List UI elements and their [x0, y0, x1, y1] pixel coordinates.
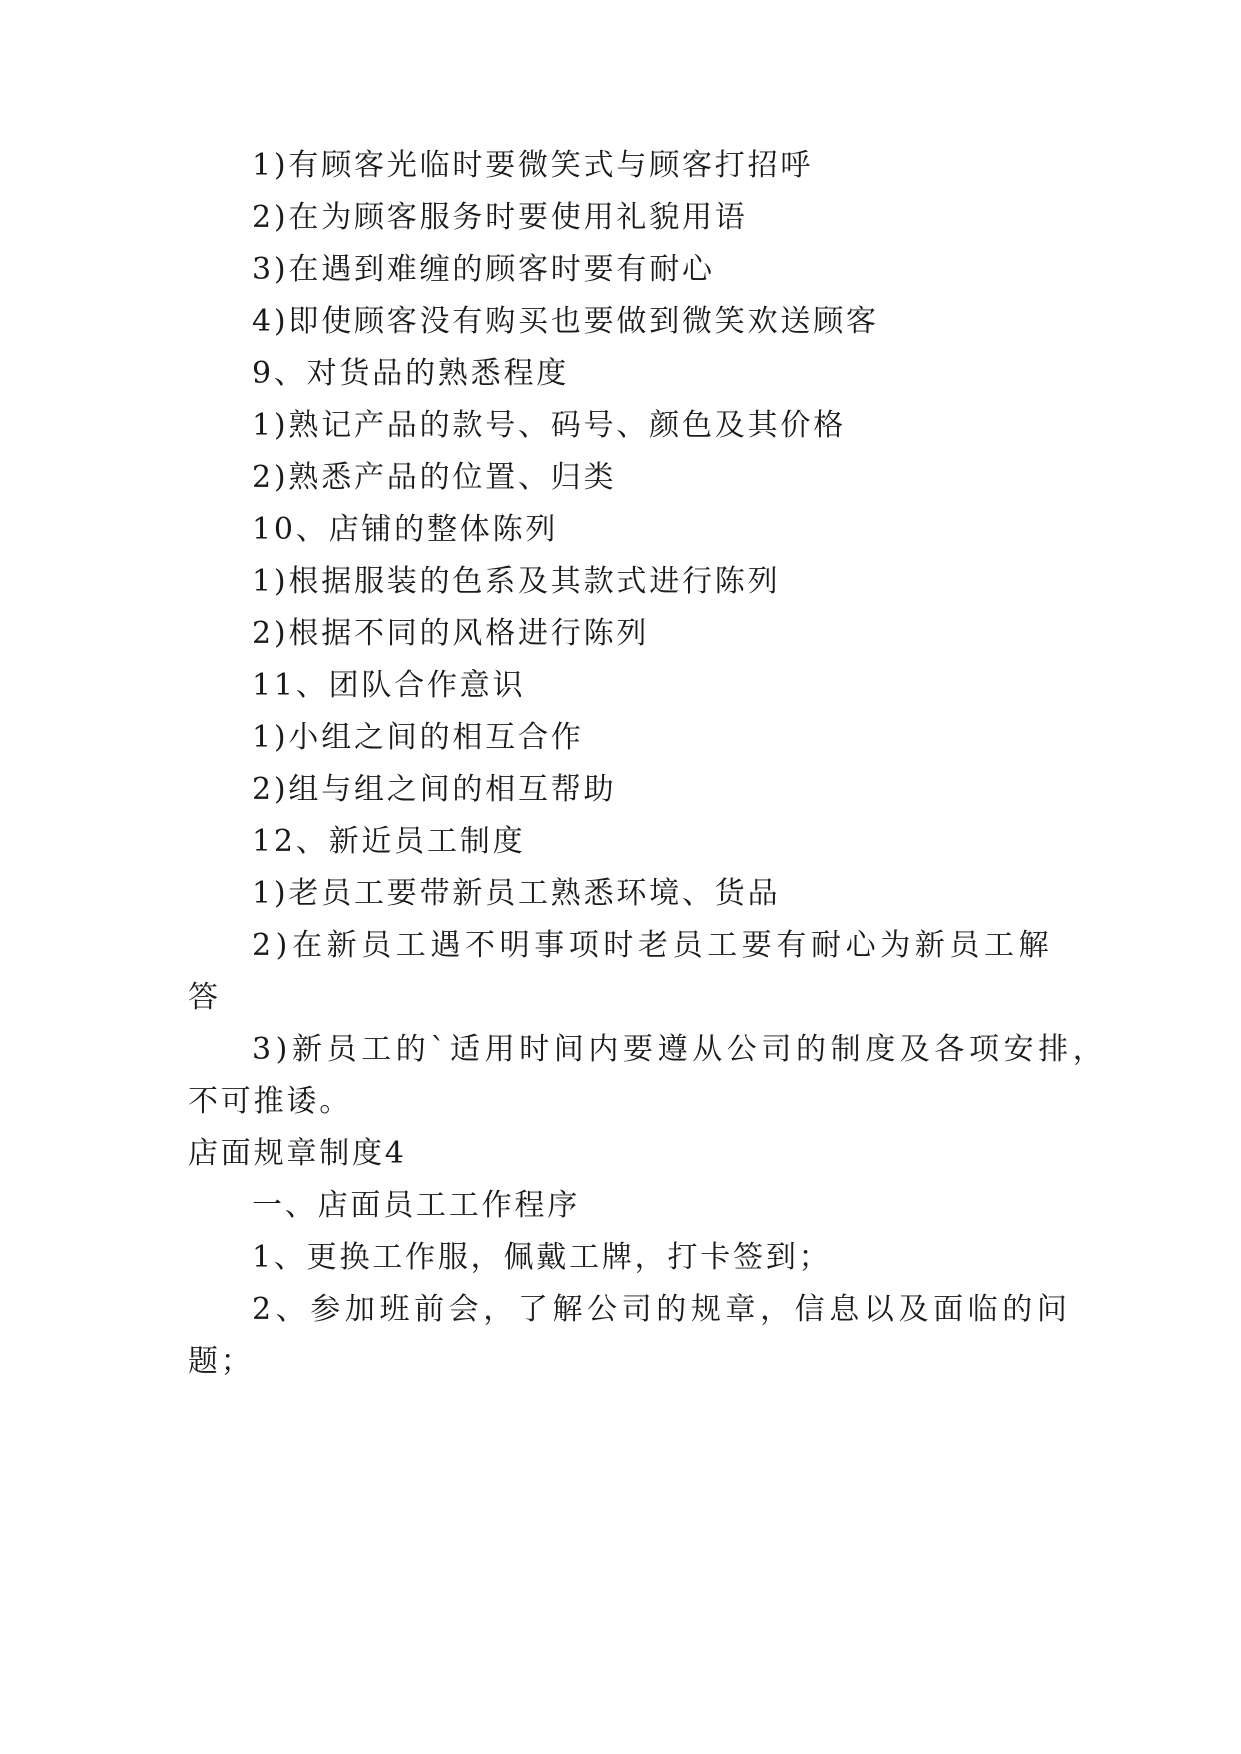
procedure-step-1: 1、更换工作服，佩戴工牌，打卡签到；: [252, 1240, 832, 1275]
probation-rule-line1: 3)新员工的`适用时间内要遵从公司的制度及各项安排，: [252, 1032, 1108, 1067]
procedure-step-2-line1: 2、参加班前会，了解公司的规章，信息以及面临的问: [252, 1292, 1072, 1327]
group-cooperation-rule: 1)小组之间的相互合作: [252, 720, 584, 755]
farewell-rule: 4)即使顾客没有购买也要做到微笑欢送顾客: [252, 304, 879, 339]
answering-rule-line2: 答: [188, 980, 221, 1015]
section-heading-11: 11、团队合作意识: [252, 668, 526, 703]
greeting-rule: 1)有顾客光临时要微笑式与顾客打招呼: [252, 148, 814, 183]
section-heading-10: 10、店铺的整体陈列: [252, 512, 559, 547]
procedure-heading: 一、店面员工工作程序: [252, 1188, 580, 1223]
section-heading-9: 9、对货品的熟悉程度: [252, 356, 570, 391]
patience-rule: 3)在遇到难缠的顾客时要有耐心: [252, 252, 715, 287]
mentoring-rule: 1)老员工要带新员工熟悉环境、货品: [252, 876, 781, 911]
polite-language-rule: 2)在为顾客服务时要使用礼貌用语: [252, 200, 748, 235]
probation-rule-line2: 不可推诿。: [188, 1084, 352, 1119]
style-display-rule: 2)根据不同的风格进行陈列: [252, 616, 650, 651]
product-position-rule: 2)熟悉产品的位置、归类: [252, 460, 617, 495]
answering-rule-line1: 2)在新员工遇不明事项时老员工要有耐心为新员工解: [252, 928, 1054, 963]
document-title: 店面规章制度4: [188, 1136, 407, 1171]
color-display-rule: 1)根据服装的色系及其款式进行陈列: [252, 564, 781, 599]
procedure-step-2-line2: 题；: [188, 1344, 254, 1379]
product-memorize-rule: 1)熟记产品的款号、码号、颜色及其价格: [252, 408, 846, 443]
section-heading-12: 12、新近员工制度: [252, 824, 526, 859]
group-help-rule: 2)组与组之间的相互帮助: [252, 772, 617, 807]
